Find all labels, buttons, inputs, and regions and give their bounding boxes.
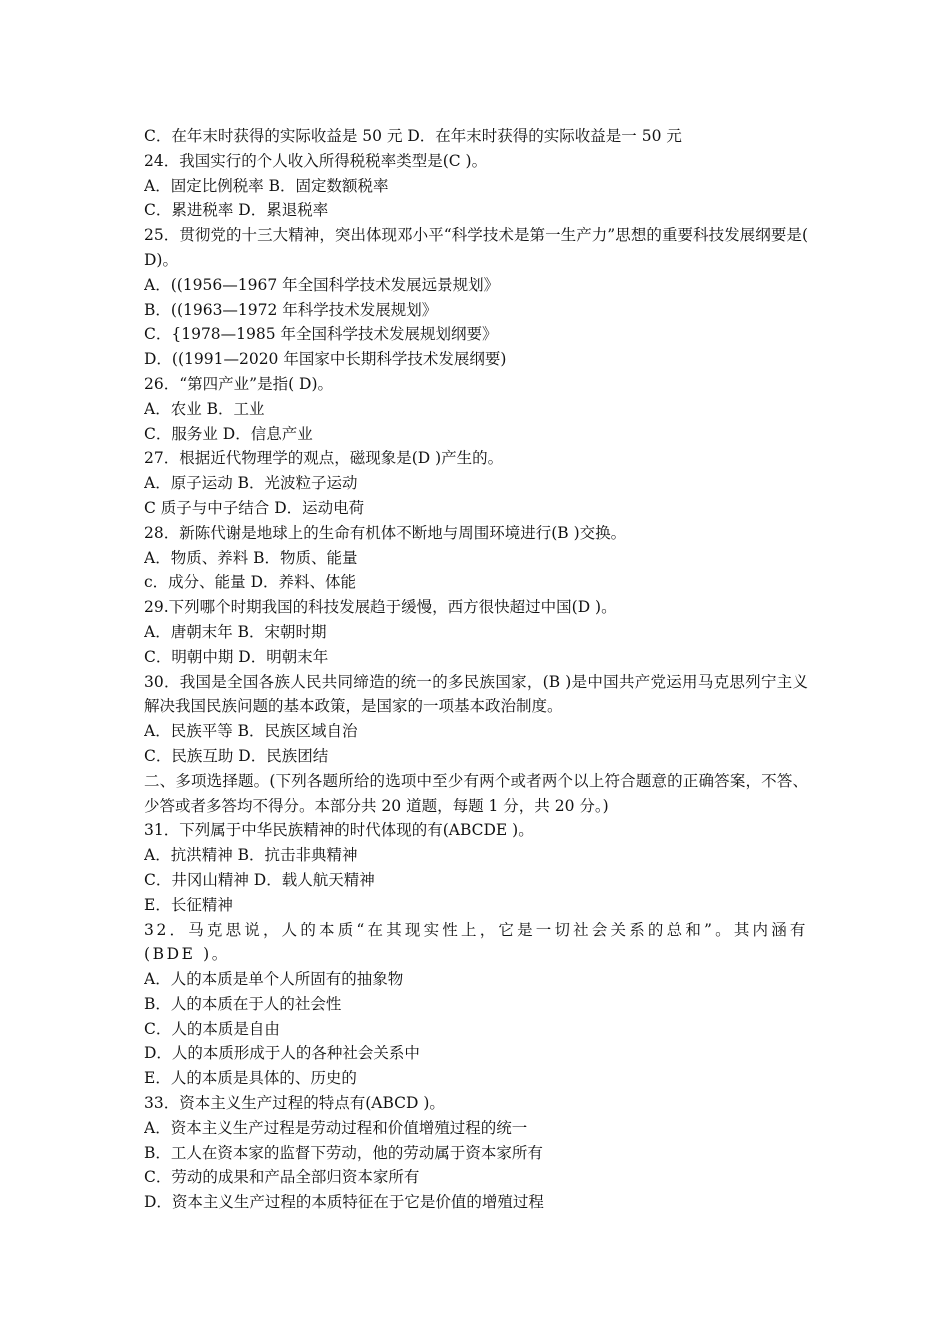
question-24: 24．我国实行的个人收入所得税税率类型是(C )。 [144,151,488,170]
text-line: A．民族平等 B．民族区域自治 [144,722,358,741]
question-27: 27．根据近代物理学的观点，磁现象是(D )产生的。 [144,449,504,468]
text-line: C．民族互助 D．民族团结 [144,746,329,765]
text-line: A．人的本质是单个人所固有的抽象物 [144,970,404,989]
section-heading-multiple-choice: 二、多项选择题。(下列各题所给的选项中至少有两个或者两个以上符合题意的正确答案，不答、少答或者多答均不得分。本部分共 20 道题，每题 1 分，共 20 分。) [144,771,808,815]
text-line: A．((1956—1967 年全国科学技术发展远景规划》 [144,275,500,294]
text-line: D．((1991—2020 年国家中长期科学技术发展纲要) [144,350,507,369]
question-28: 28．新陈代谢是地球上的生命有机体不断地与周围环境进行(B )交换。 [144,523,627,542]
text-line: C．在年末时获得的实际收益是 50 元 D．在年末时获得的实际收益是一 50 元 [144,127,682,145]
text-line: C．累进税率 D．累退税率 [144,201,329,220]
text-line: B．人的本质在于人的社会性 [144,994,342,1013]
text-line: A．抗洪精神 B．抗击非典精神 [144,846,358,865]
text-line: B．((1963—1972 年科学技术发展规划》 [144,300,438,319]
text-line: E．人的本质是具体的、历史的 [144,1069,357,1088]
text-line: E．长征精神 [144,895,233,914]
question-31: 31．下列属于中华民族精神的时代体现的有(ABCDE )。 [144,821,534,840]
text-line: B．工人在资本家的监督下劳动，他的劳动属于资本家所有 [144,1143,543,1162]
text-line: C．服务业 D．信息产业 [144,424,313,443]
text-line: C．{1978—1985 年全国科学技术发展规划纲要》 [144,325,498,344]
text-line: C．井冈山精神 D．载人航天精神 [144,870,375,889]
text-line: A．原子运动 B．光波粒子运动 [144,474,358,493]
text-line: A．农业 B．工业 [144,399,265,418]
question-30: 30．我国是全国各族人民共同缔造的统一的多民族国家，(B )是中国共产党运用马克思列宁主义解决我国民族问题的基本政策，是国家的一项基本政治制度。 [144,672,808,716]
text-line: A．固定比例税率 B．固定数额税率 [144,176,389,195]
text-line: C．劳动的成果和产品全部归资本家所有 [144,1168,420,1187]
text-line: A．唐朝末年 B．宋朝时期 [144,622,327,641]
text-line: D．资本主义生产过程的本质特征在于它是价值的增殖过程 [144,1193,544,1212]
text-line: C．明朝中期 D．明朝末年 [144,647,329,666]
text-line: C．人的本质是自由 [144,1019,280,1038]
question-25: 25．贯彻党的十三大精神，突出体现邓小平“科学技术是第一生产力”思想的重要科技发展纲要是( D)。 [144,226,808,269]
text-line: C 质子与中子结合 D．运动电荷 [144,498,365,517]
question-29: 29.下列哪个时期我国的科技发展趋于缓慢，西方很快超过中国(D )。 [144,598,617,617]
text-line: c．成分、能量 D．养料、体能 [144,573,357,592]
document-page [144,124,808,1215]
text-line: A．物质、养料 B．物质、能量 [144,548,358,567]
question-26: 26．“第四产业”是指( D)。 [144,374,334,393]
text-line: A．资本主义生产过程是劳动过程和价值增殖过程的统一 [144,1118,528,1137]
text-line: D．人的本质形成于人的各种社会关系中 [144,1044,420,1063]
question-32: 32．马克思说，人的本质“在其现实性上，它是一切社会关系的总和”。其内涵有(BDE )。 [144,920,808,964]
question-33: 33．资本主义生产过程的特点有(ABCD )。 [144,1094,445,1113]
